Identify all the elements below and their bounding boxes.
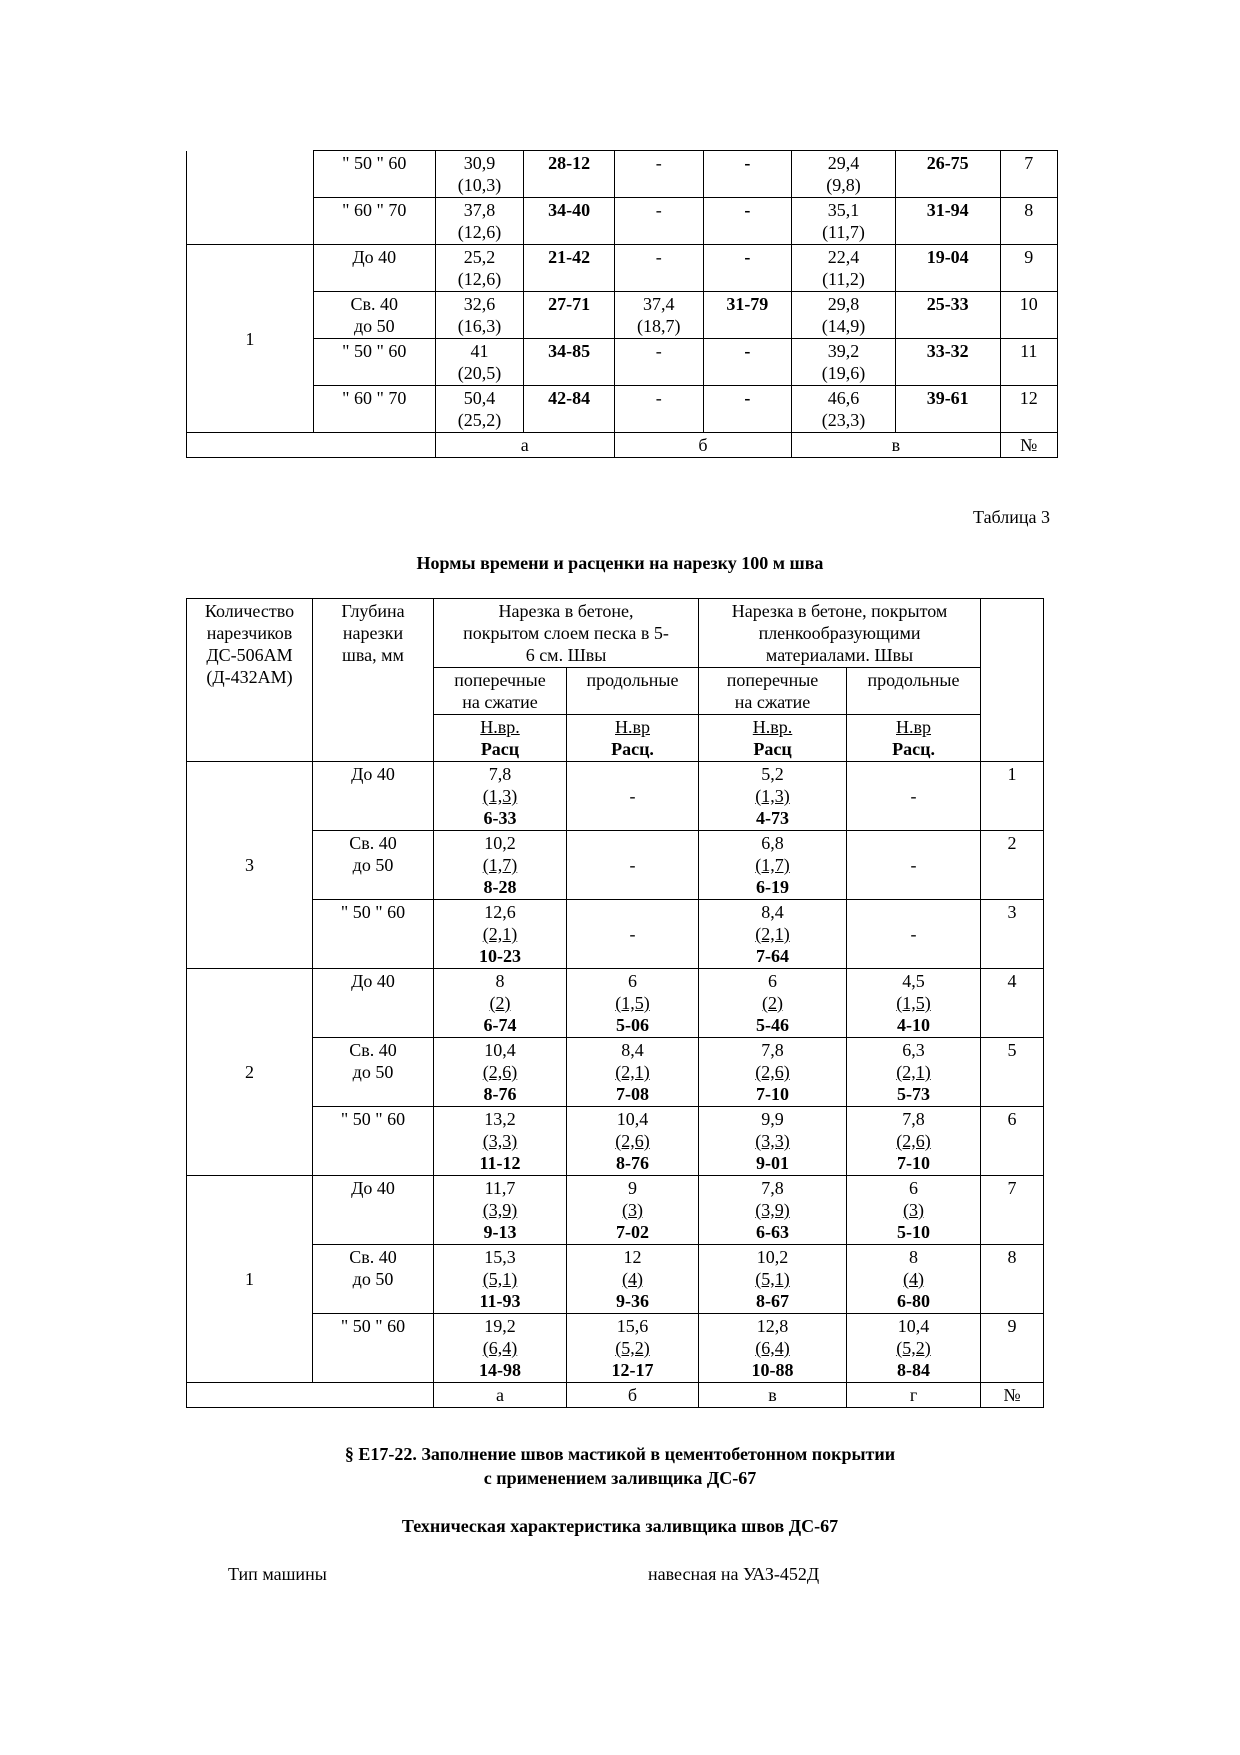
header-cross-b: поперечные на сжатие (699, 668, 847, 715)
header-qty: Количество нарезчиков ДС-506АМ (Д-432АМ) (187, 599, 313, 762)
row-number: 8 (1000, 198, 1057, 245)
table-row (187, 762, 1044, 831)
value-cell-a: 15,3 (5,1) 11-93 (434, 1245, 567, 1314)
value-cell-a: 13,2 (3,3) 11-12 (434, 1107, 567, 1176)
norm-b-cell: - (614, 198, 703, 245)
value-cell-c: 9,9 (3,3) 9-01 (699, 1107, 847, 1176)
row-number: 2 (981, 831, 1044, 900)
norm-c-cell: 22,4 (11,2) (792, 245, 896, 292)
price-c-cell: 26-75 (895, 151, 1000, 198)
price-a-cell: 21-42 (524, 245, 615, 292)
depth-cell: До 40 (313, 762, 434, 831)
footer-c: в (792, 433, 1000, 458)
depth-cell: Св. 40 до 50 (313, 831, 434, 900)
table-footer-row (187, 433, 1058, 458)
norm-a-cell: 30,9 (10,3) (435, 151, 524, 198)
price-b-cell: 31-79 (703, 292, 792, 339)
value-cell-a: 10,4 (2,6) 8-76 (434, 1038, 567, 1107)
value-cell-b: 10,4 (2,6) 8-76 (567, 1107, 699, 1176)
row-number: 6 (981, 1107, 1044, 1176)
footer-num: № (981, 1383, 1044, 1408)
value-cell-b: 15,6 (5,2) 12-17 (567, 1314, 699, 1383)
norm-a-cell: 32,6 (16,3) (435, 292, 524, 339)
value-cell-d: - (847, 831, 981, 900)
table-row (187, 245, 1058, 292)
row-number: 8 (981, 1245, 1044, 1314)
header-unit-b: Н.вр Расц. (567, 715, 699, 762)
value-cell-d: 7,8 (2,6) 7-10 (847, 1107, 981, 1176)
machine-type-value: навесная на УАЗ-452Д (648, 1564, 820, 1584)
depth-cell: Св. 40 до 50 (313, 1245, 434, 1314)
price-b-cell: - (703, 151, 792, 198)
depth-cell: " 50 " 60 (313, 900, 434, 969)
price-a-cell: 27-71 (524, 292, 615, 339)
table-row (187, 969, 1044, 1038)
value-cell-d: - (847, 900, 981, 969)
value-cell-b: 9 (3) 7-02 (567, 1176, 699, 1245)
depth-cell: " 60 " 70 (313, 198, 435, 245)
row-number: 9 (981, 1314, 1044, 1383)
row-number: 1 (981, 762, 1044, 831)
norm-b-cell: 37,4 (18,7) (614, 292, 703, 339)
price-a-cell: 42-84 (524, 386, 615, 433)
header-cross-a: поперечные на сжатие (434, 668, 567, 715)
price-b-cell: - (703, 198, 792, 245)
row-number: 11 (1000, 339, 1057, 386)
norm-a-cell: 37,8 (12,6) (435, 198, 524, 245)
footer-a: а (434, 1383, 567, 1408)
footer-b: б (567, 1383, 699, 1408)
depth-cell: " 60 " 70 (313, 386, 435, 433)
table-row (187, 831, 1044, 900)
value-cell-a: 7,8 (1,3) 6-33 (434, 762, 567, 831)
table-3-title: Нормы времени и расценки на нарезку 100 м шва (416, 553, 824, 573)
table-row (187, 1176, 1044, 1245)
value-cell-b: 12 (4) 9-36 (567, 1245, 699, 1314)
row-number: 7 (1000, 151, 1057, 198)
depth-cell: До 40 (313, 969, 434, 1038)
header-group-sand: Нарезка в бетоне, покрытом слоем песка в 5- 6 см. Швы (434, 599, 699, 668)
value-cell-a: 19,2 (6,4) 14-98 (434, 1314, 567, 1383)
value-cell-d: 8 (4) 6-80 (847, 1245, 981, 1314)
row-number: 7 (981, 1176, 1044, 1245)
row-number: 3 (981, 900, 1044, 969)
norm-a-cell: 25,2 (12,6) (435, 245, 524, 292)
table-row (187, 1107, 1044, 1176)
header-unit-c: Н.вр. Расц (699, 715, 847, 762)
table-3-label: Таблица 3 (973, 507, 1050, 527)
value-cell-a: 11,7 (3,9) 9-13 (434, 1176, 567, 1245)
norm-c-cell: 29,4 (9,8) (792, 151, 896, 198)
value-cell-d: 4,5 (1,5) 4-10 (847, 969, 981, 1038)
header-depth: Глубина нарезки шва, мм (313, 599, 434, 762)
depth-cell: " 50 " 60 (313, 339, 435, 386)
norm-c-cell: 46,6 (23,3) (792, 386, 896, 433)
value-cell-a: 8 (2) 6-74 (434, 969, 567, 1038)
norm-c-cell: 35,1 (11,7) (792, 198, 896, 245)
price-c-cell: 25-33 (895, 292, 1000, 339)
value-cell-b: 8,4 (2,1) 7-08 (567, 1038, 699, 1107)
group-cell: 1 (187, 245, 314, 433)
header-long-a: продольные (567, 668, 699, 715)
section-title: § Е17-22. Заполнение швов мастикой в цементобетонном покрытии с применением заливщика ДС-67 (344, 1444, 896, 1488)
value-cell-c: 10,2 (5,1) 8-67 (699, 1245, 847, 1314)
machine-type-label: Тип машины (228, 1564, 327, 1584)
depth-cell: " 50 " 60 (313, 151, 435, 198)
row-number: 12 (1000, 386, 1057, 433)
depth-cell: " 50 " 60 (313, 1107, 434, 1176)
footer-b: б (614, 433, 791, 458)
norm-a-cell: 41 (20,5) (435, 339, 524, 386)
depth-cell: Св. 40 до 50 (313, 292, 435, 339)
qty-cell: 3 (187, 762, 313, 969)
price-c-cell: 19-04 (895, 245, 1000, 292)
table-row (187, 339, 1058, 386)
price-b-cell: - (703, 339, 792, 386)
row-number: 5 (981, 1038, 1044, 1107)
footer-empty (187, 1383, 434, 1408)
header-unit-d: Н.вр Расц. (847, 715, 981, 762)
price-a-cell: 28-12 (524, 151, 615, 198)
value-cell-c: 6,8 (1,7) 6-19 (699, 831, 847, 900)
value-cell-d: 6,3 (2,1) 5-73 (847, 1038, 981, 1107)
table-row (187, 386, 1058, 433)
depth-cell: До 40 (313, 245, 435, 292)
group-cell (187, 151, 314, 245)
depth-cell: До 40 (313, 1176, 434, 1245)
norm-b-cell: - (614, 339, 703, 386)
norms-table-continuation (186, 150, 1058, 458)
table-row (187, 1038, 1044, 1107)
norm-a-cell: 50,4 (25,2) (435, 386, 524, 433)
footer-empty (187, 433, 436, 458)
value-cell-d: 10,4 (5,2) 8-84 (847, 1314, 981, 1383)
footer-d: г (847, 1383, 981, 1408)
tech-spec-title: Техническая характеристика заливщика швов ДС-67 (401, 1516, 839, 1536)
price-c-cell: 39-61 (895, 386, 1000, 433)
norm-c-cell: 29,8 (14,9) (792, 292, 896, 339)
table-row (187, 900, 1044, 969)
norm-b-cell: - (614, 386, 703, 433)
footer-num: № (1000, 433, 1057, 458)
value-cell-c: 7,8 (2,6) 7-10 (699, 1038, 847, 1107)
table-row (187, 292, 1058, 339)
value-cell-a: 12,6 (2,1) 10-23 (434, 900, 567, 969)
qty-cell: 1 (187, 1176, 313, 1383)
table-row (187, 1314, 1044, 1383)
header-num (981, 599, 1044, 762)
price-c-cell: 31-94 (895, 198, 1000, 245)
norms-table-3 (186, 598, 1044, 1408)
norm-b-cell: - (614, 151, 703, 198)
value-cell-d: 6 (3) 5-10 (847, 1176, 981, 1245)
value-cell-b: - (567, 762, 699, 831)
value-cell-c: 8,4 (2,1) 7-64 (699, 900, 847, 969)
price-a-cell: 34-85 (524, 339, 615, 386)
table-row (187, 151, 1058, 198)
row-number: 4 (981, 969, 1044, 1038)
table-row (187, 1245, 1044, 1314)
row-number: 10 (1000, 292, 1057, 339)
row-number: 9 (1000, 245, 1057, 292)
price-b-cell: - (703, 245, 792, 292)
value-cell-c: 6 (2) 5-46 (699, 969, 847, 1038)
header-group-film: Нарезка в бетоне, покрытом пленкообразующими материалами. Швы (699, 599, 981, 668)
value-cell-b: - (567, 900, 699, 969)
value-cell-b: - (567, 831, 699, 900)
norm-c-cell: 39,2 (19,6) (792, 339, 896, 386)
depth-cell: " 50 " 60 (313, 1314, 434, 1383)
table-footer-row (187, 1383, 1044, 1408)
price-b-cell: - (703, 386, 792, 433)
value-cell-c: 7,8 (3,9) 6-63 (699, 1176, 847, 1245)
value-cell-d: - (847, 762, 981, 831)
value-cell-c: 5,2 (1,3) 4-73 (699, 762, 847, 831)
norm-b-cell: - (614, 245, 703, 292)
value-cell-c: 12,8 (6,4) 10-88 (699, 1314, 847, 1383)
footer-c: в (699, 1383, 847, 1408)
value-cell-b: 6 (1,5) 5-06 (567, 969, 699, 1038)
header-long-b: продольные (847, 668, 981, 715)
depth-cell: Св. 40 до 50 (313, 1038, 434, 1107)
footer-a: а (435, 433, 614, 458)
value-cell-a: 10,2 (1,7) 8-28 (434, 831, 567, 900)
qty-cell: 2 (187, 969, 313, 1176)
table-row (187, 198, 1058, 245)
price-c-cell: 33-32 (895, 339, 1000, 386)
header-unit-a: Н.вр. Расц (434, 715, 567, 762)
price-a-cell: 34-40 (524, 198, 615, 245)
